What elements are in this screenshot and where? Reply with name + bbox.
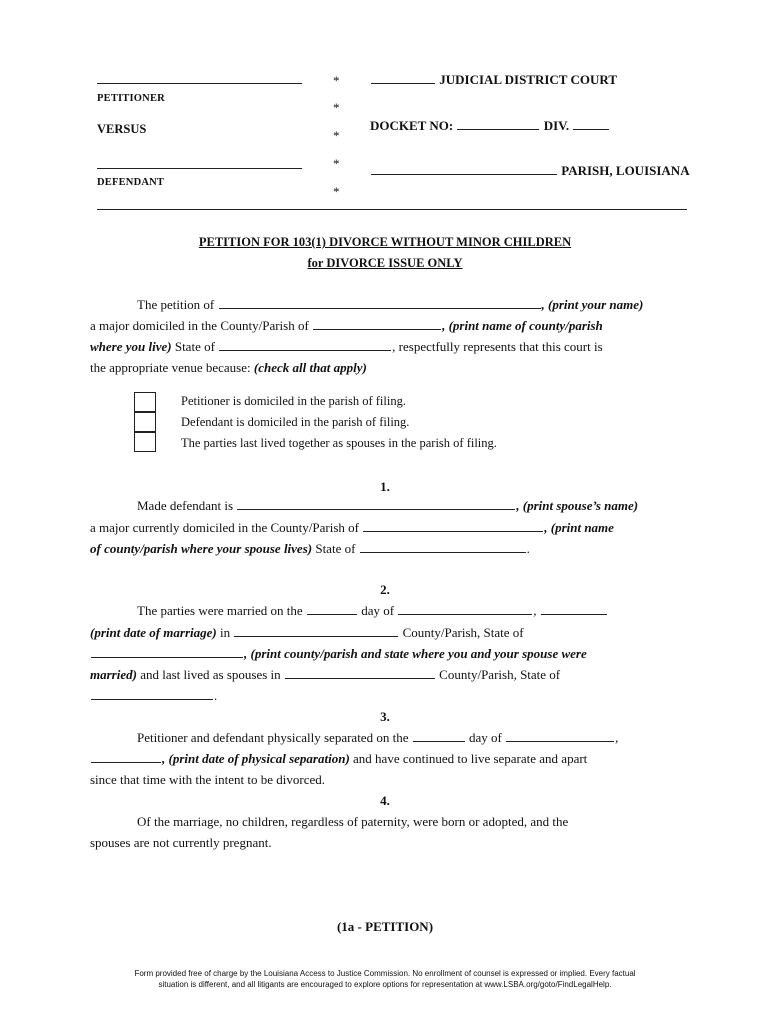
intro-hint: where you live) <box>90 339 172 354</box>
intro-line-1 <box>137 297 643 313</box>
page-label: (1a - PETITION) <box>336 919 434 934</box>
separation-month-field[interactable] <box>506 730 614 742</box>
sec3-line-1 <box>137 730 618 746</box>
div-blank[interactable] <box>573 118 609 130</box>
parish-label: PARISH, LOUISIANA <box>561 163 690 178</box>
last-lived-parish-field[interactable] <box>285 667 435 679</box>
sec3-text: Petitioner and defendant physically separated on the <box>137 730 409 745</box>
caption-star-3: * <box>333 128 340 143</box>
marriage-year-field[interactable] <box>541 603 607 615</box>
venue-option-label: Defendant is domiciled in the parish of filing. <box>181 415 410 429</box>
document-title: PETITION FOR 103(1) DIVORCE WITHOUT MINOR CHILDREN <box>198 235 572 249</box>
defendant-label: DEFENDANT <box>97 177 165 188</box>
sec1-line-3 <box>90 541 530 557</box>
marriage-state-field[interactable] <box>91 646 243 658</box>
separation-year-field[interactable] <box>91 751 161 763</box>
separation-day-field[interactable] <box>413 730 465 742</box>
sec2-line-3 <box>90 646 587 662</box>
caption-star-4: * <box>333 156 340 171</box>
spouse-name-field[interactable] <box>237 498 515 510</box>
sec2-text: County/Parish, State of <box>402 625 524 640</box>
sec1-text: . <box>526 541 530 556</box>
caption-star-5: * <box>333 184 340 199</box>
venue-checkbox-defendant[interactable] <box>134 412 156 432</box>
sec1-text: Made defendant is <box>137 498 234 513</box>
sec3-line-3 <box>90 772 325 788</box>
caption-divider <box>97 209 687 210</box>
venue-checkbox-petitioner[interactable] <box>134 392 156 412</box>
parish-line <box>370 163 690 179</box>
sec3-text: and have continued to live separate and apart <box>353 751 588 766</box>
spouse-state-field[interactable] <box>360 541 526 553</box>
sec2-text: day of <box>361 603 395 618</box>
document-subtitle: for DIVORCE ISSUE ONLY <box>307 256 463 270</box>
defendant-name-blank[interactable] <box>97 168 302 169</box>
sec3-text: , <box>615 730 619 745</box>
intro-line-4 <box>90 360 367 376</box>
sec1-text: a major currently domiciled in the County/Parish of <box>90 520 359 535</box>
venue-option-label: The parties last lived together as spouses in the parish of filing. <box>181 436 497 450</box>
sec2-text: County/Parish, State of <box>439 667 561 682</box>
docket-number-blank[interactable] <box>457 118 539 130</box>
last-lived-state-field[interactable] <box>91 688 213 700</box>
sec2-text: , <box>533 603 537 618</box>
section-2-number: 2. <box>380 582 390 597</box>
sec2-hint: , (print county/parish and state where you and your spouse were <box>244 646 587 661</box>
intro-line-2 <box>90 318 603 334</box>
sec2-line-2 <box>90 625 524 641</box>
venue-checkbox-last-lived[interactable] <box>134 432 156 452</box>
section-3-number: 3. <box>380 709 390 724</box>
sec4-line-1: Of the marriage, no children, regardless of paternity, were born or adopted, and the <box>137 814 569 829</box>
intro-text: the appropriate venue because: <box>90 360 251 375</box>
intro-text: a major domiciled in the County/Parish of <box>90 318 309 333</box>
sec3-text: since that time with the intent to be divorced. <box>90 772 326 787</box>
sec2-line-5 <box>90 688 217 704</box>
div-label: DIV. <box>543 118 570 133</box>
sec2-line-1 <box>137 603 608 619</box>
sec1-line-1 <box>137 498 638 514</box>
sec1-hint: of county/parish where your spouse lives) <box>90 541 313 556</box>
section-1-number: 1. <box>380 479 390 494</box>
intro-line-3 <box>90 339 603 355</box>
footer-line-1: Form provided free of charge by the Louisiana Access to Justice Commission. No enrollment of counsel is expressed or implied. Every factual <box>134 969 636 978</box>
sec1-text: State of <box>315 541 356 556</box>
marriage-day-field[interactable] <box>307 603 357 615</box>
petitioner-name-blank[interactable] <box>97 83 302 84</box>
intro-hint: , (print name of county/parish <box>442 318 603 333</box>
sec2-hint: (print date of marriage) <box>90 625 217 640</box>
petitioner-label: PETITIONER <box>97 93 165 104</box>
intro-text: , respectfully represents that this court is <box>392 339 603 354</box>
sec4-line-2: spouses are not currently pregnant. <box>90 835 272 850</box>
court-line <box>370 72 617 88</box>
caption-star-2: * <box>333 100 340 115</box>
petitioner-name-field[interactable] <box>219 297 541 309</box>
sec1-line-2 <box>90 520 614 536</box>
sec3-text: day of <box>468 730 502 745</box>
petitioner-state-field[interactable] <box>219 339 391 351</box>
caption-star-1: * <box>333 73 340 88</box>
sec3-hint: , (print date of physical separation) <box>162 751 350 766</box>
sec2-text: The parties were married on the <box>137 603 303 618</box>
court-number-blank[interactable] <box>371 72 435 84</box>
versus-label: VERSUS <box>97 122 147 136</box>
footer-line-2: situation is different, and all litigants are encouraged to explore options for representation at www.LSBA.org/goto/FindLegalHelp. <box>158 980 612 989</box>
section-4-number: 4. <box>380 793 390 808</box>
sec2-hint: married) <box>90 667 137 682</box>
venue-option-label: Petitioner is domiciled in the parish of filing. <box>181 394 406 408</box>
sec2-text: and last lived as spouses in <box>140 667 281 682</box>
marriage-parish-field[interactable] <box>234 625 398 637</box>
docket-label: DOCKET NO: <box>370 118 454 133</box>
docket-line <box>370 118 610 134</box>
spouse-parish-field[interactable] <box>363 520 543 532</box>
sec2-line-4 <box>90 667 560 683</box>
footer-notice <box>60 968 710 990</box>
intro-text: The petition of <box>137 297 215 312</box>
court-label: JUDICIAL DISTRICT COURT <box>439 72 617 87</box>
intro-hint: (check all that apply) <box>253 360 367 375</box>
sec3-line-2 <box>90 751 587 767</box>
sec1-hint: , (print name <box>544 520 614 535</box>
sec2-text: . <box>214 688 218 703</box>
intro-text: State of <box>174 339 215 354</box>
parish-blank[interactable] <box>371 163 557 175</box>
petitioner-parish-field[interactable] <box>313 318 441 330</box>
sec2-text: in <box>220 625 231 640</box>
intro-hint: , (print your name) <box>541 297 644 312</box>
marriage-month-field[interactable] <box>398 603 532 615</box>
sec1-hint: , (print spouse’s name) <box>516 498 639 513</box>
